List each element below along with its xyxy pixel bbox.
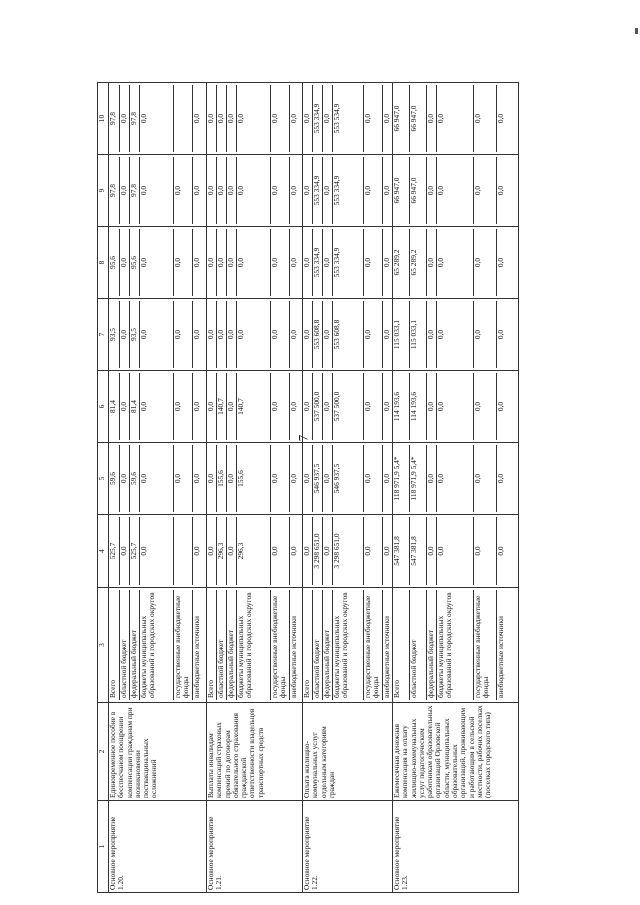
value-cell <box>109 371 207 443</box>
amount-value: 65 289,2 <box>393 229 410 296</box>
amount-value: 0,0 <box>427 157 437 224</box>
amount-value: 0,0 <box>140 157 174 224</box>
amount-value: 0,0 <box>174 373 193 440</box>
amount-value: 0,0 <box>303 373 313 440</box>
value-cell <box>207 515 303 588</box>
amount-value: 95,6 <box>109 229 120 296</box>
amount-value: 0,0 <box>364 85 383 152</box>
amount-value <box>174 85 193 152</box>
amount-value: 0,0 <box>207 373 217 440</box>
amount-value: 0,0 <box>496 329 505 340</box>
value-cell <box>109 515 207 588</box>
amount-value: 0,0 <box>227 301 237 368</box>
funding-source: государственные внебюджетные фонды <box>271 590 290 700</box>
amount-value: 0,0 <box>271 517 290 585</box>
amount-value <box>174 517 193 585</box>
funding-source: государственные внебюджетные фонды <box>474 590 497 700</box>
amount-value: 553 608,8 <box>313 301 323 368</box>
column-number: 5 <box>98 443 109 515</box>
value-cell <box>207 371 303 443</box>
amount-value: 0,0 <box>120 157 130 224</box>
column-number: 2 <box>98 703 109 801</box>
amount-value: 0,0 <box>174 229 193 296</box>
table-row <box>303 83 393 893</box>
amount-value: 0,0 <box>496 473 505 484</box>
activity-name: Ежемесячная денежная компенсация на оплату жилищно-коммунальных услуг педагогическим работникам образовательных организаций Орловской области, муниципальных образовательных организаций, проживающим и работающим в сельской местности, рабочих поселках (поселках городского типа) <box>393 703 519 801</box>
amount-value: 0,0 <box>474 301 497 368</box>
amount-value: 66 947,0 <box>393 85 410 152</box>
amount-value: 97,8 <box>109 157 120 224</box>
amount-value: 0,0 <box>289 401 298 412</box>
value-cell <box>393 155 519 227</box>
amount-value: 0,0 <box>174 445 193 512</box>
activity-name: Оплата жилищно-коммунальных услуг отдельным категориям граждан <box>303 703 393 801</box>
amount-value: 0,0 <box>237 157 271 224</box>
amount-value: 0,0 <box>140 517 174 585</box>
activity-name: Единовременное пособие в бесспесчаном поощрении компенсации гражданам при возникновении поствакцинальных осложнений <box>109 703 207 801</box>
amount-value: 0,0 <box>437 301 474 368</box>
activity-code: Основное мероприятие 1.20. <box>109 801 207 893</box>
amount-value: 97,8 <box>130 157 140 224</box>
amount-value: 0,0 <box>120 301 130 368</box>
amount-value: 0,0 <box>207 229 217 296</box>
amount-value: 553 334,9 <box>333 157 364 224</box>
amount-value: 0,0 <box>364 301 383 368</box>
column-number: 3 <box>98 588 109 703</box>
amount-value: 114 193,6 <box>393 373 410 440</box>
amount-value: 0,0 <box>437 85 474 152</box>
amount-value: 3 298 651,0 <box>313 517 323 585</box>
amount-value: 118 971,9 5,4* <box>410 445 427 512</box>
page-number: 7 <box>295 434 311 442</box>
amount-value: 0,0 <box>120 445 130 512</box>
amount-value: 66 947,0 <box>410 85 427 152</box>
amount-value: 546 937,5 <box>333 445 364 512</box>
funding-source: федеральный бюджет <box>427 590 437 700</box>
amount-value: 0,0 <box>289 546 298 556</box>
funding-source: бюджеты муниципальных образований и городских округов <box>237 590 271 700</box>
amount-value: 66 947,0 <box>393 157 410 224</box>
amount-value: 553 534,9 <box>333 85 364 152</box>
table-row <box>393 83 519 893</box>
amount-value: 0,0 <box>437 445 474 512</box>
amount-value: 0,0 <box>437 157 474 224</box>
amount-value: 0,0 <box>140 301 174 368</box>
funding-source: внебюджетные источники <box>192 615 201 698</box>
amount-value: 0,0 <box>474 229 497 296</box>
value-cell <box>207 83 303 155</box>
funding-source: областной бюджет <box>410 590 427 700</box>
amount-value: 95,6 <box>130 229 140 296</box>
funding-source: внебюджетные источники <box>289 615 298 698</box>
value-cell <box>109 83 207 155</box>
amount-value: 93,5 <box>130 301 140 368</box>
amount-value: 547 381,8 <box>393 517 410 585</box>
scan-mark <box>635 28 638 34</box>
amount-value: 0,0 <box>192 185 201 196</box>
amount-value: 66 947,0 <box>410 157 427 224</box>
value-cell <box>207 299 303 371</box>
value-cell <box>109 443 207 515</box>
funding-source: государственные внебюджетные фонды <box>364 590 383 700</box>
amount-value: 0,0 <box>237 85 271 152</box>
amount-value: 0,0 <box>427 229 437 296</box>
amount-value: 0,0 <box>474 85 497 152</box>
amount-value: 546 937,5 <box>313 445 323 512</box>
funding-source: бюджеты муниципальных образований и городских округов <box>437 590 474 700</box>
amount-value: 0,0 <box>174 301 193 368</box>
amount-value: 0,0 <box>303 445 313 512</box>
value-cell <box>207 443 303 515</box>
column-number: 6 <box>98 371 109 443</box>
funding-source: федеральный бюджет <box>227 590 237 700</box>
amount-value: 0,0 <box>227 517 237 585</box>
amount-value: 537 500,0 <box>333 373 364 440</box>
funding-source: Всего <box>207 590 217 700</box>
amount-value: 0,0 <box>217 301 227 368</box>
amount-value: 0,0 <box>382 546 391 556</box>
amount-value: 0,0 <box>174 157 193 224</box>
amount-value: 0,0 <box>227 229 237 296</box>
value-cell <box>207 227 303 299</box>
column-number: 10 <box>98 83 109 155</box>
funding-source: бюджеты муниципальных образований и городских округов <box>333 590 364 700</box>
budget-table <box>97 82 519 893</box>
amount-value: 0,0 <box>364 445 383 512</box>
amount-value: 0,0 <box>271 157 290 224</box>
amount-value: 0,0 <box>496 401 505 412</box>
amount-value: 0,0 <box>474 157 497 224</box>
table-row <box>109 83 207 893</box>
amount-value: 0,0 <box>192 329 201 340</box>
amount-value: 0,0 <box>382 185 391 196</box>
value-cell <box>303 83 393 155</box>
value-cell <box>393 227 519 299</box>
funding-sources-cell <box>207 588 303 703</box>
value-cell <box>393 515 519 588</box>
amount-value: 553 608,8 <box>333 301 364 368</box>
value-cell <box>303 371 393 443</box>
amount-value: 0,0 <box>227 373 237 440</box>
amount-value: 0,0 <box>303 229 313 296</box>
amount-value: 0,0 <box>437 229 474 296</box>
amount-value: 97,8 <box>130 85 140 152</box>
amount-value: 118 971,9 5,4* <box>393 445 410 512</box>
funding-source: Всего <box>109 590 120 700</box>
amount-value: 0,0 <box>227 157 237 224</box>
amount-value: 0,0 <box>427 373 437 440</box>
amount-value: 81,4 <box>109 373 120 440</box>
activity-code: Основное мероприятие 1.23. <box>393 801 519 893</box>
funding-source: Всего <box>303 590 313 700</box>
funding-source: государственные внебюджетные фонды <box>174 590 193 700</box>
table-row <box>207 83 303 893</box>
amount-value: 0,0 <box>437 517 474 585</box>
amount-value: 0,0 <box>192 257 201 268</box>
amount-value: 0,0 <box>382 329 391 340</box>
amount-value: 0,0 <box>303 517 313 585</box>
amount-value: 525,7 <box>130 517 140 585</box>
amount-value: 0,0 <box>217 85 227 152</box>
amount-value: 0,0 <box>303 157 313 224</box>
amount-value: 0,0 <box>496 546 505 556</box>
amount-value: 0,0 <box>303 85 313 152</box>
amount-value: 0,0 <box>227 85 237 152</box>
amount-value: 0,0 <box>303 301 313 368</box>
amount-value: 0,0 <box>120 229 130 296</box>
amount-value: 0,0 <box>289 113 298 124</box>
amount-value: 553 334,9 <box>313 157 323 224</box>
rotated-table-container <box>97 83 505 893</box>
amount-value: 0,0 <box>364 157 383 224</box>
amount-value: 0,0 <box>217 229 227 296</box>
amount-value: 0,0 <box>140 85 174 152</box>
amount-value: 0,0 <box>271 373 290 440</box>
amount-value: 114 193,6 <box>410 373 427 440</box>
amount-value: 0,0 <box>474 517 497 585</box>
amount-value: 296,3 <box>217 517 227 585</box>
amount-value: 0,0 <box>192 113 201 124</box>
amount-value: 525,7 <box>109 517 120 585</box>
amount-value: 0,0 <box>140 373 174 440</box>
amount-value: 115 033,1 <box>410 301 427 368</box>
amount-value: 0,0 <box>140 229 174 296</box>
amount-value: 140,7 <box>217 373 227 440</box>
activity-name: Выплаты инвалидам компенсаций страховых премий по договорам обязательного страхования гражданской ответственности владельцев транспортных средств <box>207 703 303 801</box>
amount-value: 3 298 651,0 <box>333 517 364 585</box>
amount-value: 155,6 <box>237 445 271 512</box>
amount-value: 115 033,1 <box>393 301 410 368</box>
value-cell <box>109 155 207 227</box>
value-cell <box>393 299 519 371</box>
amount-value: 0,0 <box>271 445 290 512</box>
amount-value: 553 334,9 <box>333 229 364 296</box>
amount-value: 537 500,0 <box>313 373 323 440</box>
value-cell <box>303 443 393 515</box>
amount-value: 0,0 <box>192 473 201 484</box>
value-cell <box>393 83 519 155</box>
amount-value: 0,0 <box>382 473 391 484</box>
amount-value: 0,0 <box>496 185 505 196</box>
amount-value: 0,0 <box>192 401 201 412</box>
amount-value: 0,0 <box>207 445 217 512</box>
amount-value: 0,0 <box>271 301 290 368</box>
column-number: 4 <box>98 515 109 588</box>
amount-value: 0,0 <box>437 373 474 440</box>
funding-source: Всего <box>393 590 410 700</box>
amount-value: 0,0 <box>289 473 298 484</box>
funding-sources-cell <box>303 588 393 703</box>
amount-value: 0,0 <box>364 517 383 585</box>
value-cell <box>109 299 207 371</box>
column-number: 1 <box>98 801 109 893</box>
amount-value: 0,0 <box>364 229 383 296</box>
amount-value: 0,0 <box>382 113 391 124</box>
amount-value: 93,5 <box>109 301 120 368</box>
amount-value: 296,3 <box>237 517 271 585</box>
amount-value: 0,0 <box>323 301 333 368</box>
amount-value: 0,0 <box>323 85 333 152</box>
column-number: 7 <box>98 299 109 371</box>
amount-value: 0,0 <box>427 301 437 368</box>
amount-value: 0,0 <box>237 301 271 368</box>
amount-value: 81,4 <box>130 373 140 440</box>
amount-value: 59,6 <box>130 445 140 512</box>
amount-value: 0,0 <box>474 445 497 512</box>
amount-value: 65 289,2 <box>410 229 427 296</box>
column-numbers-row <box>98 83 109 893</box>
funding-source: внебюджетные источники <box>496 615 505 698</box>
amount-value: 0,0 <box>427 85 437 152</box>
amount-value: 0,0 <box>217 157 227 224</box>
amount-value: 0,0 <box>382 257 391 268</box>
value-cell <box>303 515 393 588</box>
amount-value: 0,0 <box>496 113 505 124</box>
amount-value: 0,0 <box>207 85 217 152</box>
amount-value: 0,0 <box>323 445 333 512</box>
funding-source: федеральный бюджет <box>130 590 140 700</box>
amount-value: 0,0 <box>271 229 290 296</box>
activity-code: Основное мероприятие 1.21. <box>207 801 303 893</box>
amount-value: 97,8 <box>109 85 120 152</box>
value-cell <box>303 299 393 371</box>
funding-sources-cell <box>109 588 207 703</box>
amount-value: 140,7 <box>237 373 271 440</box>
column-number: 8 <box>98 227 109 299</box>
amount-value: 0,0 <box>207 301 217 368</box>
amount-value: 0,0 <box>474 373 497 440</box>
amount-value: 553 334,9 <box>313 229 323 296</box>
value-cell <box>303 227 393 299</box>
amount-value: 0,0 <box>237 229 271 296</box>
amount-value: 0,0 <box>496 257 505 268</box>
amount-value: 59,6 <box>109 445 120 512</box>
amount-value: 0,0 <box>382 401 391 412</box>
amount-value: 0,0 <box>323 373 333 440</box>
amount-value: 553 334,9 <box>313 85 323 152</box>
amount-value: 547 381,8 <box>410 517 427 585</box>
amount-value: 0,0 <box>427 445 437 512</box>
amount-value: 0,0 <box>120 85 130 152</box>
funding-sources-cell <box>393 588 519 703</box>
amount-value: 0,0 <box>323 517 333 585</box>
value-cell <box>303 155 393 227</box>
value-cell <box>393 443 519 515</box>
amount-value: 0,0 <box>323 229 333 296</box>
funding-source: областной бюджет <box>313 590 323 700</box>
amount-value: 0,0 <box>289 257 298 268</box>
funding-source: бюджеты муниципальных образований и городских округов <box>140 590 174 700</box>
activity-code: Основное мероприятие 1.22. <box>303 801 393 893</box>
amount-value: 0,0 <box>427 517 437 585</box>
amount-value: 0,0 <box>323 157 333 224</box>
amount-value: 155,6 <box>217 445 227 512</box>
value-cell <box>109 227 207 299</box>
amount-value: 0,0 <box>271 85 290 152</box>
value-cell <box>207 155 303 227</box>
value-cell <box>393 371 519 443</box>
amount-value: 0,0 <box>289 329 298 340</box>
amount-value: 0,0 <box>120 517 130 585</box>
funding-source: федеральный бюджет <box>323 590 333 700</box>
funding-source: внебюджетные источники <box>382 615 391 698</box>
funding-source: областной бюджет <box>120 590 130 700</box>
funding-source: областной бюджет <box>217 590 227 700</box>
amount-value: 0,0 <box>207 517 217 585</box>
amount-value: 0,0 <box>140 445 174 512</box>
amount-value: 0,0 <box>120 373 130 440</box>
amount-value: 0,0 <box>192 546 201 556</box>
amount-value: 0,0 <box>227 445 237 512</box>
amount-value: 0,0 <box>364 373 383 440</box>
column-number: 9 <box>98 155 109 227</box>
amount-value: 0,0 <box>289 185 298 196</box>
amount-value: 0,0 <box>207 157 217 224</box>
